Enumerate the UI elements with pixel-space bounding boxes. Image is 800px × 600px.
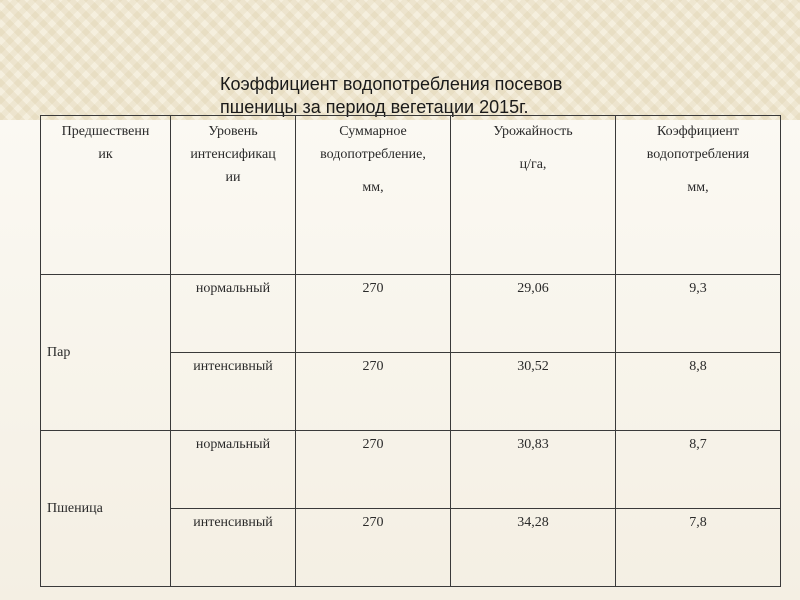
header-text: ик (98, 147, 113, 162)
cell-text: 30,83 (517, 437, 549, 452)
cell-text: 34,28 (517, 515, 549, 530)
header-text: интенсификац (190, 147, 276, 162)
predecessor-cell: Пар (41, 275, 171, 431)
cell-text: интенсивный (193, 515, 273, 530)
cell-text: нормальный (195, 437, 271, 452)
header-text: мм, (362, 180, 384, 195)
yield-cell (451, 275, 616, 353)
header-text: Урожайность (493, 124, 573, 139)
coefficient-cell (616, 509, 781, 587)
water-use-cell (296, 431, 451, 509)
cell-text: 270 (362, 359, 384, 374)
intensity-cell (171, 431, 296, 509)
header-text: ц/га, (519, 157, 547, 172)
water-use-cell (296, 353, 451, 431)
cell-text: 8,8 (689, 359, 707, 374)
table-row (41, 275, 781, 353)
cell-text: нормальный (195, 281, 271, 296)
yield-cell (451, 353, 616, 431)
coefficient-cell (616, 431, 781, 509)
cell-text: 270 (362, 515, 384, 530)
cell-text: 29,06 (517, 281, 549, 296)
intensity-cell (171, 509, 296, 587)
cell-text: 7,8 (689, 515, 707, 530)
intensity-cell (171, 353, 296, 431)
header-yield (451, 116, 616, 275)
slide-title-line-2: пшеницы за период вегетации 2015г. (220, 97, 529, 117)
cell-text: 270 (362, 281, 384, 296)
header-text: мм, (687, 180, 709, 195)
yield-cell (451, 509, 616, 587)
header-text: Предшественн (61, 124, 150, 139)
header-coefficient (616, 116, 781, 275)
table-header-row (41, 116, 781, 275)
slide-title (220, 73, 640, 119)
cell-text: интенсивный (193, 359, 273, 374)
header-text: водопотребления (646, 147, 750, 162)
header-text: водопотребление, (320, 147, 426, 162)
header-water-use (296, 116, 451, 275)
slide-title-line-1: Коэффициент водопотребления посевов (220, 74, 563, 94)
cell-text: 270 (362, 437, 384, 452)
cell-text: 9,3 (689, 281, 707, 296)
header-text: ии (225, 170, 241, 185)
predecessor-cell: Пшеница (41, 431, 171, 587)
water-use-cell (296, 275, 451, 353)
water-use-cell (296, 509, 451, 587)
yield-cell (451, 431, 616, 509)
header-text: Суммарное (339, 124, 407, 139)
cell-text: 8,7 (689, 437, 707, 452)
water-use-coefficient-table (40, 115, 781, 587)
header-predecessor (41, 116, 171, 275)
header-text: Коэффициент (656, 124, 740, 139)
coefficient-cell (616, 275, 781, 353)
header-intensity (171, 116, 296, 275)
intensity-cell (171, 275, 296, 353)
coefficient-cell (616, 353, 781, 431)
header-text: Уровень (208, 124, 258, 139)
cell-text: 30,52 (517, 359, 549, 374)
table-row (41, 431, 781, 509)
